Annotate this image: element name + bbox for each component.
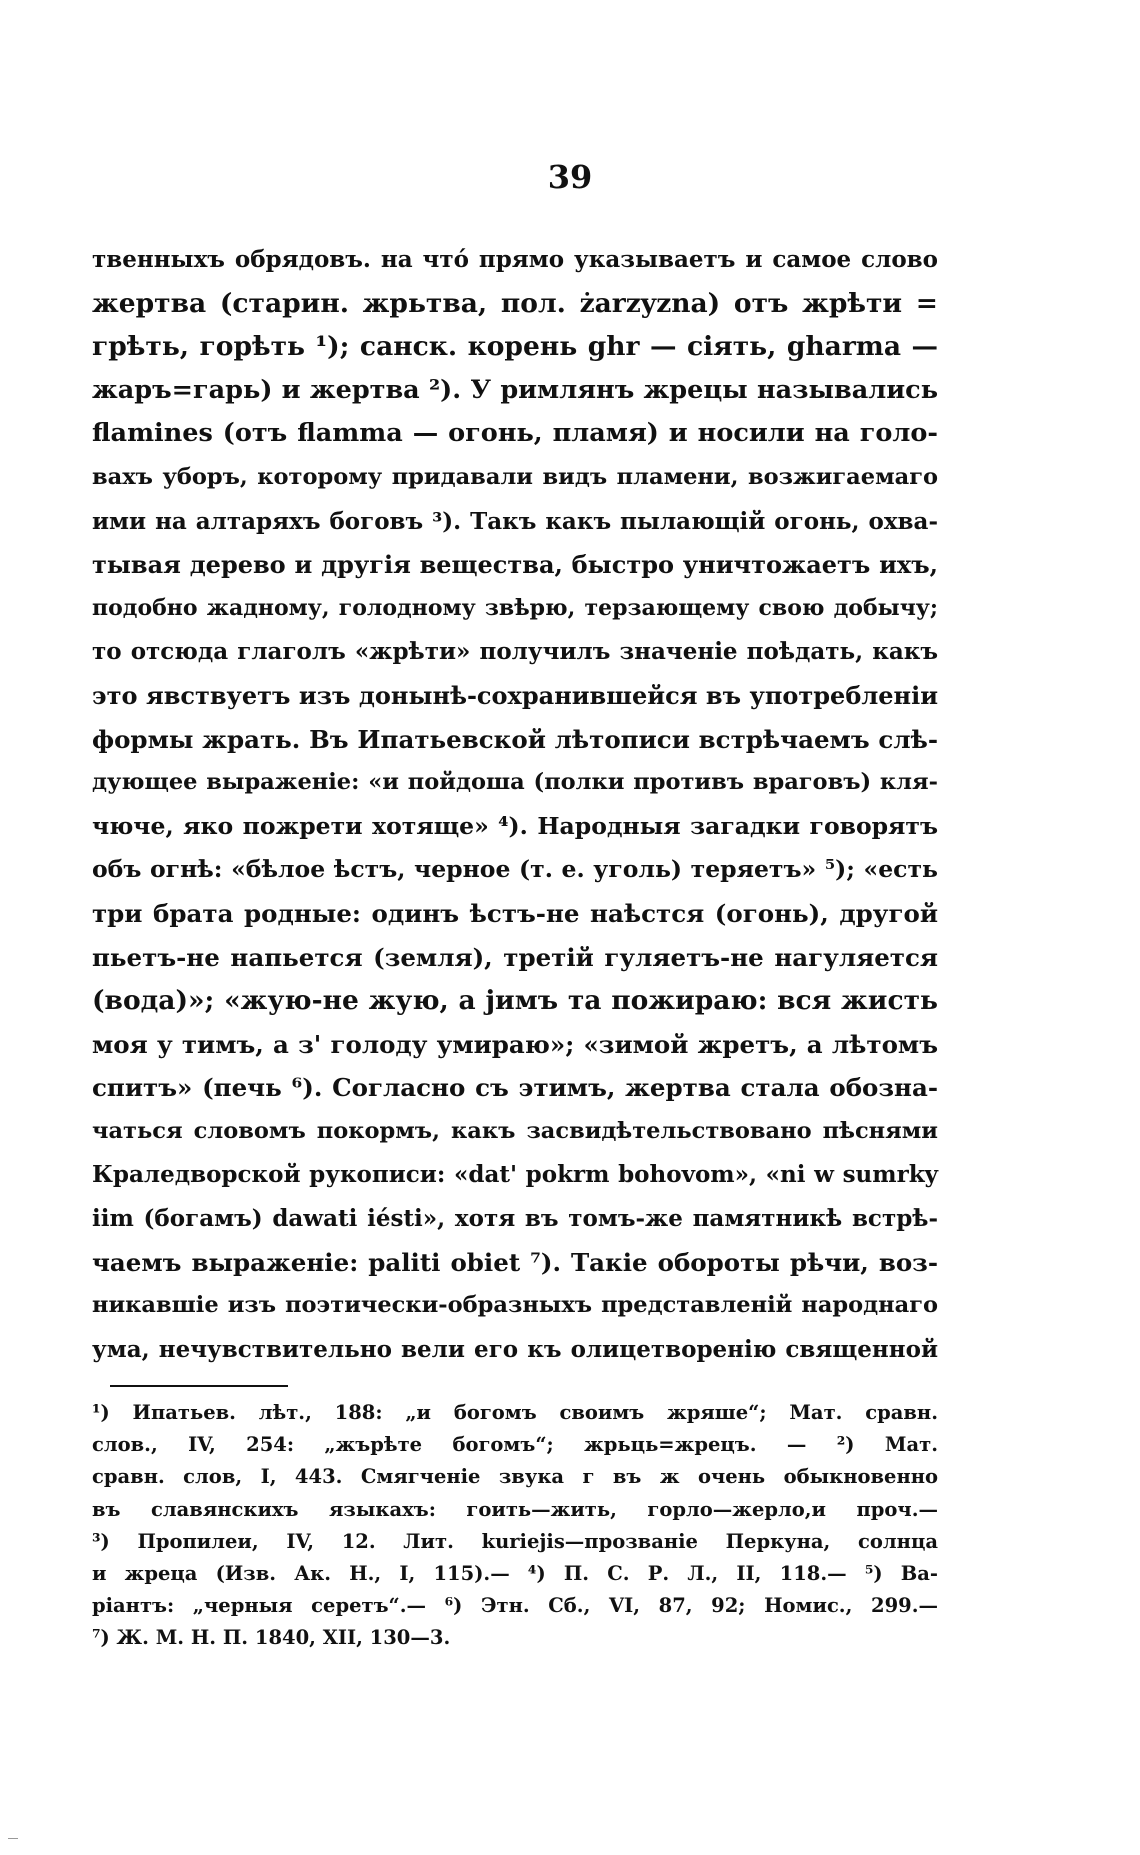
text-line: flamines (отъ flamma — огонь, пламя) и носили на голо- <box>92 418 938 449</box>
footnote-line: ¹) Ипатьев. лѣт., 188: „и богомъ своимъ жряше“; Мат. сравн. <box>92 1401 938 1424</box>
text-line: дующее выраженiе: «и пойдоша (полки противъ враговъ) кля- <box>92 769 938 796</box>
text-line: то отсюда глаголъ «жрѣти» получилъ значенiе поѣдать, какъ <box>92 638 938 666</box>
text-line: твенныхъ обрядовъ. на чтó прямо указываетъ и самое слово <box>92 246 938 273</box>
text-line: жертва (старин. жрьтва, пол. żarzyzna) отъ жрѣти = <box>92 287 938 319</box>
footnote-line: въ славянскихъ языкахъ: гоить—жить, горло—жерло,и проч.— <box>92 1497 938 1521</box>
text-line: iim (богамъ) dawati iésti», хотя въ томъ-же памятникѣ встрѣ- <box>92 1205 938 1233</box>
footnote-line: слов., IV, 254: „жърѣте богомъ“; жрьць=жрецъ. — ²) Мат. <box>92 1433 938 1457</box>
body-text <box>92 238 938 1371</box>
text-line: жаръ=гарь) и жертва ²). У римлянъ жрецы назывались <box>92 374 938 405</box>
text-line: чаемъ выраженiе: paliti obiet ⁷). Такiе обороты рѣчи, воз- <box>92 1247 938 1277</box>
footnote-line: рiантъ: „черныя серетъ“.— ⁶) Этн. Сб., VI, 87, 92; Номис., 299.— <box>92 1594 938 1618</box>
text-line: спитъ» (печь ⁶). Согласно съ этимъ, жертва стала обозна- <box>92 1073 938 1103</box>
text-line: формы жрать. Въ Ипатьевской лѣтописи встрѣчаемъ слѣ- <box>92 724 938 754</box>
text-line: чаться словомъ покормъ, какъ засвидѣтельствовано пѣснями <box>92 1117 938 1144</box>
text-line: моя у тимъ, а з' голоду умираю»; «зимой жретъ, а лѣтомъ <box>92 1029 938 1059</box>
footnote-divider <box>110 1385 288 1387</box>
page-number: 39 <box>547 158 593 196</box>
text-line: это явствуетъ изъ донынѣ-сохранившейся въ употребленiи <box>92 680 938 710</box>
text-line: ума, нечувствительно вели его къ олицетворенiю священной <box>92 1335 938 1363</box>
margin-mark <box>8 1838 18 1839</box>
footnote-line: и жреца (Изв. Ак. Н., I, 115).— ⁴) П. С. Р. Л., II, 118.— ⁵) Ва- <box>92 1561 938 1585</box>
text-line: чюче, яко пожрети хотяще» ⁴). Народныя загадки говорятъ <box>92 811 938 840</box>
text-line: пьетъ-не напьется (земля), третiй гуляетъ-не нагуляется <box>92 942 938 972</box>
text-line: тывая дерево и другiя вещества, быстро уничтожаетъ ихъ, <box>92 550 938 580</box>
footnotes <box>92 1397 938 1655</box>
text-line: Краледворской рукописи: «dat' pokrm bohovom», «ni w sumrky <box>92 1161 938 1189</box>
footnote-line: ⁷) Ж. М. Н. П. 1840, XII, 130—3. <box>92 1626 451 1650</box>
footnote-line: сравн. слов, I, 443. Смягченiе звука г въ ж очень обыкновенно <box>92 1465 938 1489</box>
text-line: объ огнѣ: «бѣлое ѣстъ, черное (т. е. уголь) теряетъ» ⁵); «есть <box>92 855 938 884</box>
text-line: вахъ уборъ, которому придавали видъ пламени, возжигаемаго <box>92 463 938 490</box>
text-line: подобно жадному, голодному звѣрю, терзающему свою добычу; <box>92 594 938 621</box>
text-line: никавшiе изъ поэтически-образныхъ представленiй народнаго <box>92 1292 938 1319</box>
text-line: грѣть, горѣть ¹); санск. корень ghr — сiять, gharma — <box>92 331 938 363</box>
text-line: ими на алтаряхъ боговъ ³). Такъ какъ пылающiй огонь, охва- <box>92 507 938 535</box>
footnote-line: ³) Пропилеи, IV, 12. Лит. kurieјis—прозванiе Перкуна, солнца <box>92 1529 938 1553</box>
text-line: три брата родные: одинъ ѣстъ-не наѣстся (огонь), другой <box>92 898 938 928</box>
text-line: (вода)»; «жую-не жую, а јимъ та пожираю: вся жисть <box>92 985 938 1017</box>
